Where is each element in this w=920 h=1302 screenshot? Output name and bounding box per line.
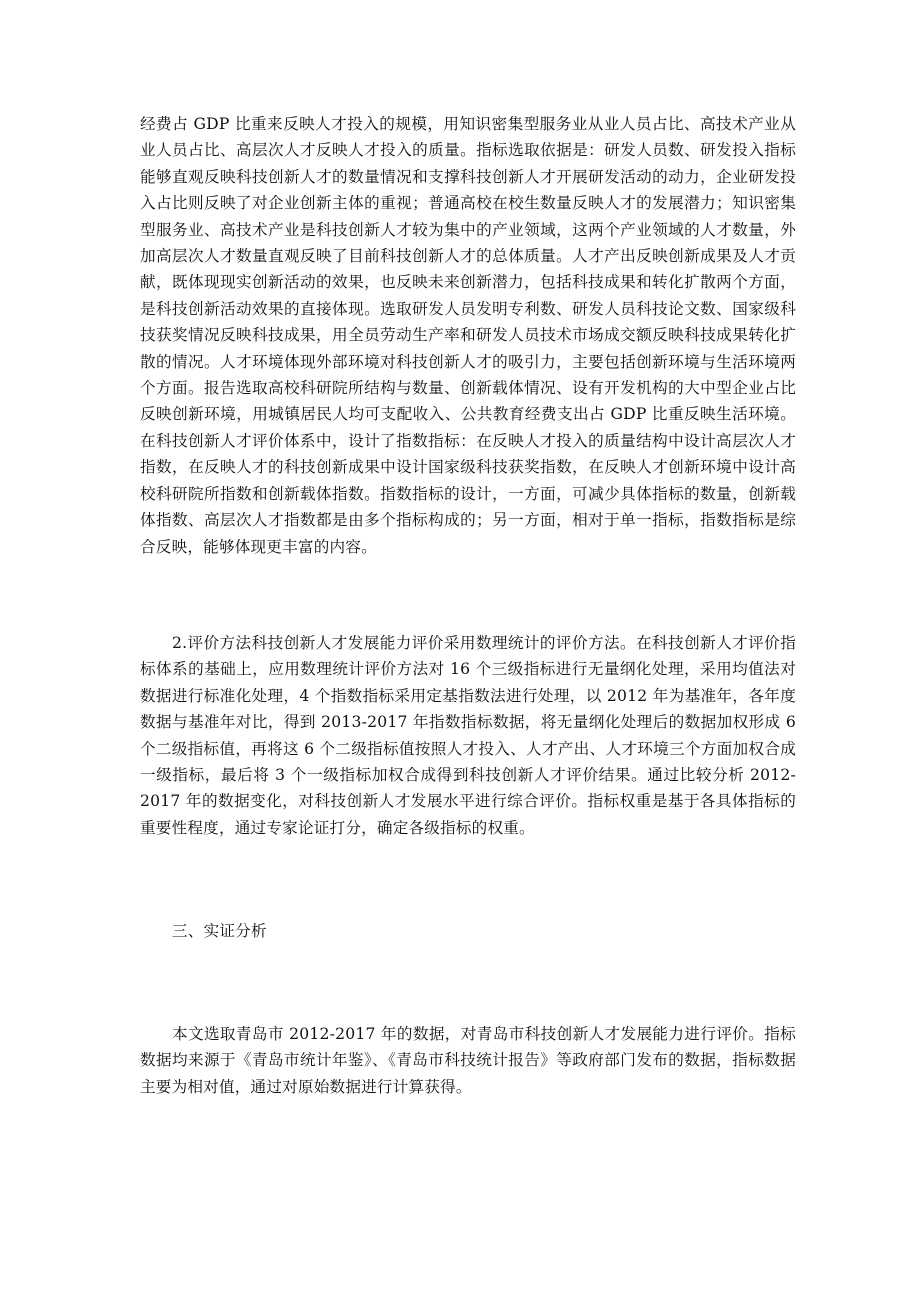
section-heading-empirical-analysis: 三、实证分析 xyxy=(172,922,267,940)
paragraph-evaluation-method: 2.评价方法科技创新人才发展能力评价采用数理统计的评价方法。在科技创新人才评价指标体系的基础上，应用数理统计评价方法对 16 个三级指标进行无量纲化处理，采用均值法对数据进行标准化处理，4 个指数指标采用定基指数法进行处理，以 2012 年为基准年，各年度数据与基准年对比，得到 2013-2017 年指数指标数据，将无量纲化处理后的数据加权形成 6 个二级指标值，再将这 6 个二级指标值按照人才投入、人才产出、人才环境三个方面加权合成一级指标，最后将 3 个一级指标加权合成得到科技创新人才评价结果。通过比较分析 2012-2017 年的数据变化，对科技创新人才发展水平进行综合评价。指标权重是基于各具体指标的重要性程度，通过专家论证打分，确定各级指标的权重。 xyxy=(140,634,796,837)
paragraph-indicator-selection: 经费占 GDP 比重来反映人才投入的规模，用知识密集型服务业从业人员占比、高技术产业从业人员占比、高层次人才反映人才投入的质量。指标选取依据是：研发人员数、研发投入指标能够直观反映科技创新人才的数量情况和支撑科技创新人才开展研发活动的动力，企业研发投入占比则反映了对企业创新主体的重视；普通高校在校生数量反映人才的发展潜力；知识密集型服务业、高技术产业是科技创新人才较为集中的产业领域，这两个产业领域的人才数量，外加高层次人才数量直观反映了目前科技创新人才的总体质量。人才产出反映创新成果及人才贡献，既体现现实创新活动的效果，也反映未来创新潜力，包括科技成果和转化扩散两个方面，是科技创新活动效果的直接体现。选取研发人员发明专利数、研发人员科技论文数、国家级科技获奖情况反映科技成果，用全员劳动生产率和研发人员技术市场成交额反映科技成果转化扩散的情况。人才环境体现外部环境对科技创新人才的吸引力，主要包括创新环境与生活环境两个方面。报告选取高校科研院所结构与数量、创新载体情况、设有开发机构的大中型企业占比反映创新环境，用城镇居民人均可支配收入、公共教育经费支出占 GDP 比重反映生活环境。在科技创新人才评价体系中，设计了指数指标：在反映人才投入的质量结构中设计高层次人才指数，在反映人才的科技创新成果中设计国家级科技获奖指数，在反映人才创新环境中设计高校科研院所指数和创新载体指数。指数指标的设计，一方面，可减少具体指标的数量，创新载体指数、高层次人才指数都是由多个指标构成的；另一方面，相对于单一指标，指数指标是综合反映，能够体现更丰富的内容。 xyxy=(140,115,796,556)
paragraph-data-source: 本文选取青岛市 2012-2017 年的数据，对青岛市科技创新人才发展能力进行评价。指标数据均来源于《青岛市统计年鉴》、《青岛市科技统计报告》等政府部门发布的数据，指标数据主要为相对值，通过对原始数据进行计算获得。 xyxy=(140,1025,796,1096)
